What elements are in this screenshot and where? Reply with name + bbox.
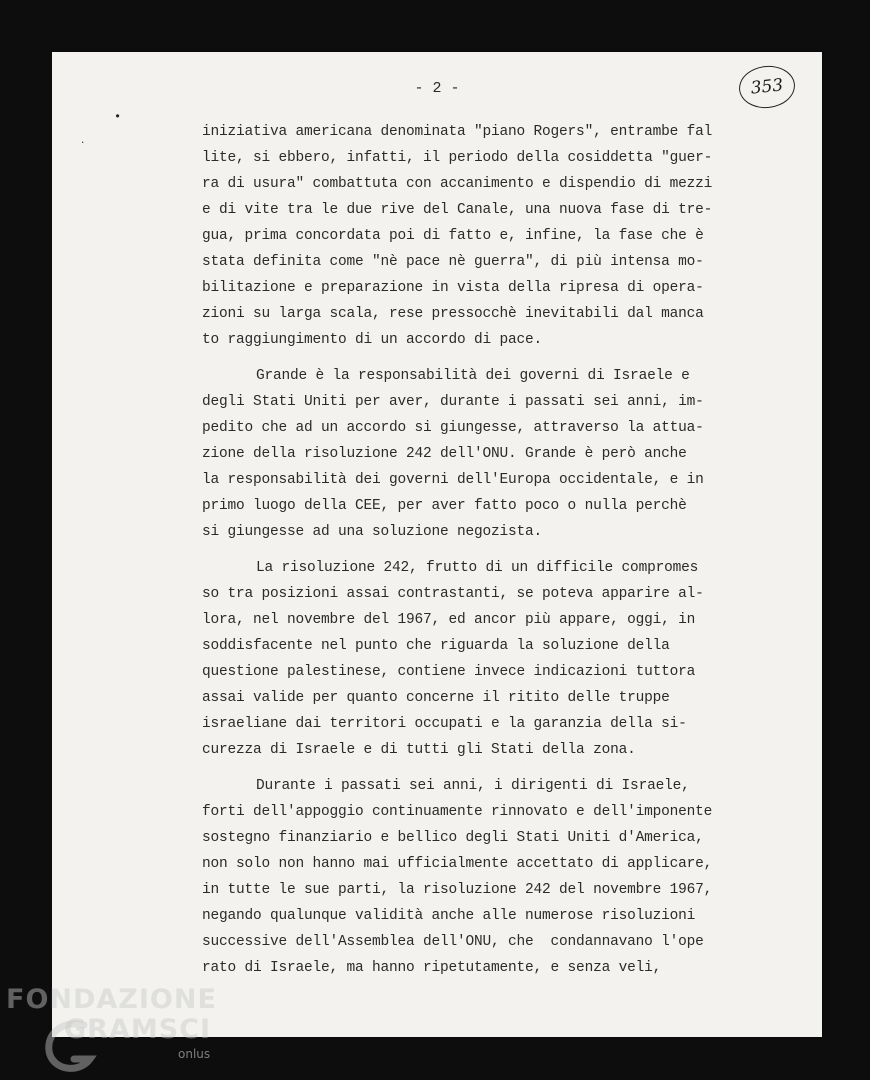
text-line: questione palestinese, contiene invece indicazioni tuttora (202, 664, 696, 680)
swirl-logo-icon (40, 1015, 102, 1077)
typed-text-body (202, 119, 802, 981)
text-line: curezza di Israele e di tutti gli Stati della zona. (202, 742, 636, 758)
text-line: rato di Israele, ma hanno ripetutamente, e senza veli, (202, 960, 662, 976)
watermark-line-3: onlus (178, 1047, 211, 1061)
paragraph (202, 363, 802, 545)
text-line: Durante i passati sei anni, i dirigenti di Israele, (256, 778, 690, 794)
text-line: soddisfacente nel punto che riguarda la soluzione della (202, 638, 670, 654)
text-line: stata definita come "nè pace nè guerra", di più intensa mo- (202, 254, 704, 270)
text-line: lora, nel novembre del 1967, ed ancor più appare, oggi, in (202, 612, 696, 628)
text-line: iniziativa americana denominata "piano Rogers", entrambe fal (202, 124, 713, 140)
text-line: successive dell'Assemblea dell'ONU, che condannavano l'ope (202, 934, 704, 950)
text-line: primo luogo della CEE, per aver fatto poco o nulla perchè (202, 498, 687, 514)
text-line: La risoluzione 242, frutto di un difficile compromes (256, 560, 699, 576)
text-line: negando qualunque validità anche alle numerose risoluzioni (202, 908, 696, 924)
text-line: assai valide per quanto concerne il ritito delle truppe (202, 690, 670, 706)
text-line: to raggiungimento di un accordo di pace. (202, 332, 543, 348)
text-line: e di vite tra le due rive del Canale, una nuova fase di tre- (202, 202, 713, 218)
text-line: bilitazione e preparazione in vista della ripresa di opera- (202, 280, 704, 296)
text-line: Grande è la responsabilità dei governi di Israele e (256, 368, 690, 384)
text-line: lite, si ebbero, infatti, il periodo della cosiddetta "guer- (202, 150, 713, 166)
text-line: forti dell'appoggio continuamente rinnovato e dell'imponente (202, 804, 713, 820)
text-line: gua, prima concordata poi di fatto e, infine, la fase che è (202, 228, 704, 244)
text-line: pedito che ad un accordo si giungesse, attraverso la attua- (202, 420, 704, 436)
text-line: so tra posizioni assai contrastanti, se poteva apparire al- (202, 586, 704, 602)
fondazione-gramsci-watermark (6, 984, 217, 1061)
text-line: sostegno finanziario e bellico degli Stati Uniti d'America, (202, 830, 704, 846)
document-page (52, 52, 822, 1037)
archive-number-stamp: 353 (737, 63, 797, 111)
watermark-line-1: FONDAZIONE (6, 984, 217, 1015)
ink-mark: · (80, 138, 86, 148)
paragraph (202, 119, 802, 353)
text-line: degli Stati Uniti per aver, durante i passati sei anni, im- (202, 394, 704, 410)
text-line: zioni su larga scala, rese pressocchè inevitabili dal manca (202, 306, 704, 322)
text-line: zione della risoluzione 242 dell'ONU. Grande è però anche (202, 446, 687, 462)
text-line: israeliane dai territori occupati e la garanzia della si- (202, 716, 687, 732)
ink-mark: • (114, 110, 122, 124)
page-number: - 2 - (414, 80, 460, 97)
paragraph (202, 773, 802, 981)
text-line: ra di usura" combattuta con accanimento e dispendio di mezzi (202, 176, 713, 192)
paragraph (202, 555, 802, 763)
text-line: si giungesse ad una soluzione negozista. (202, 524, 543, 540)
text-line: in tutte le sue parti, la risoluzione 242 del novembre 1967, (202, 882, 713, 898)
text-line: non solo non hanno mai ufficialmente accettato di applicare, (202, 856, 713, 872)
text-line: la responsabilità dei governi dell'Europa occidentale, e in (202, 472, 704, 488)
watermark-line-2: GRAMSCI (64, 1014, 212, 1045)
